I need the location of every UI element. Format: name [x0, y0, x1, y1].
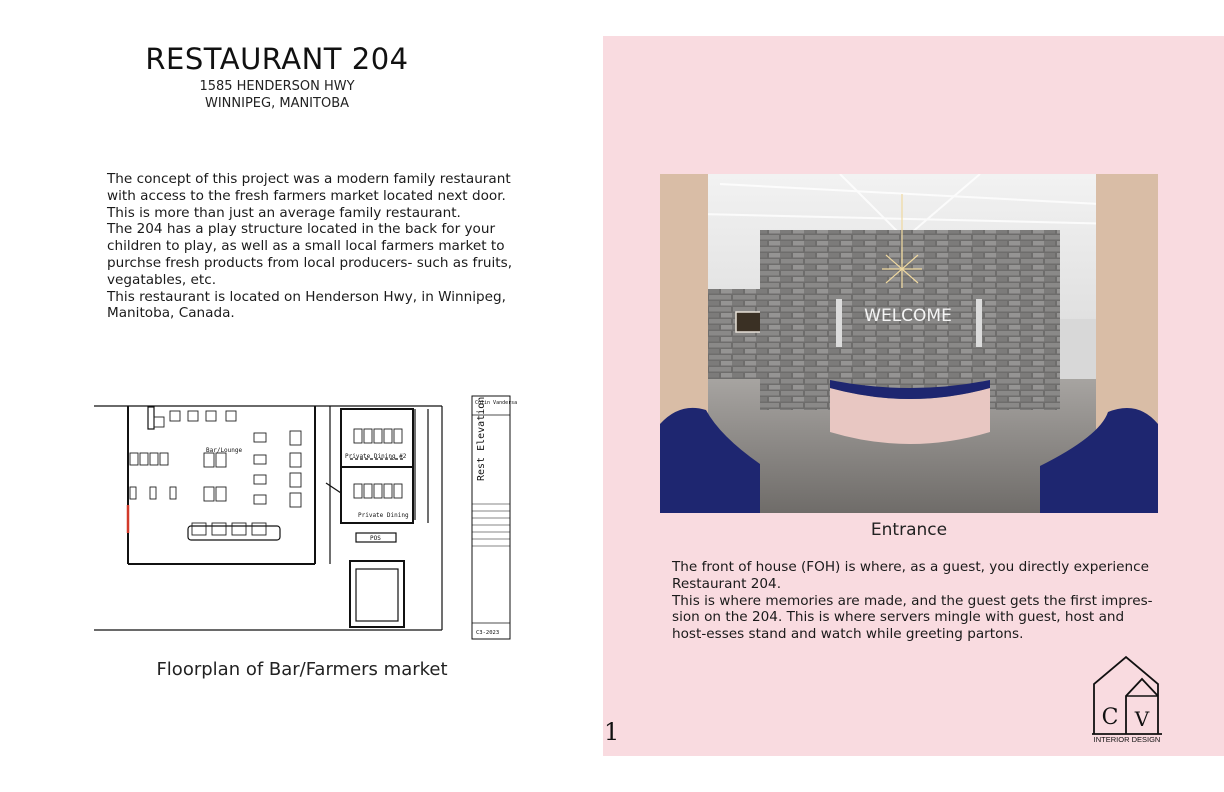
- foh-paragraph-1: The front of house (FOH) is where, as a guest, you directly experience Restaurant 204.: [672, 559, 1149, 592]
- cv-logo: [1088, 654, 1166, 744]
- foh-paragraph-2: This is where memories are made, and the guest gets the first impres-sion on the 204. This is where servers mingle with guest, host and host-esses stand and watch while greeting partons.: [672, 592, 1153, 643]
- entrance-render: [660, 174, 1158, 513]
- welcome-sign: WELCOME: [864, 306, 952, 326]
- concept-paragraph-1: The concept of this project was a modern family restaurant with access to the fresh farmers market located next door. This is more than just an average family restaurant.: [107, 171, 511, 221]
- title-block-sheet: Rest Elevation: [476, 396, 487, 481]
- concept-paragraph-2: The 204 has a play structure located in the back for your children to play, as well as a small local farmers market to purchse fresh products from local producers- such as fruits, vegatables, etc.: [107, 221, 513, 288]
- page-number: 1: [604, 718, 620, 746]
- entry-vestibule: [350, 561, 404, 627]
- page-title: RESTAURANT 204: [145, 42, 409, 76]
- floorplan-caption: Floorplan of Bar/Farmers market: [156, 659, 448, 680]
- label-private-dining-2: Private Dining #2: [345, 453, 407, 460]
- logo-letter-left: C: [1101, 705, 1119, 730]
- entrance-caption: Entrance: [870, 520, 948, 540]
- column: [148, 407, 154, 429]
- foh-text: [672, 559, 1162, 643]
- logo-letter-right: V: [1134, 707, 1150, 731]
- concept-text: [107, 171, 537, 322]
- address-line-2: WINNIPEG, MANITOBA: [204, 96, 349, 111]
- floorplan-drawing: [94, 393, 534, 643]
- entry-vestibule-inner: [356, 569, 398, 621]
- title-block-name: Colin Vandersa: [475, 400, 518, 406]
- label-bar-lounge: Bar/Lounge: [206, 447, 243, 454]
- label-pos: POS: [370, 535, 381, 542]
- title-block: [472, 396, 517, 639]
- door-swing: [326, 483, 341, 493]
- concept-paragraph-3: This restaurant is located on Henderson Hwy, in Winnipeg, Manitoba, Canada.: [107, 288, 506, 322]
- logo-tagline: INTERIOR DESIGN: [1093, 735, 1161, 744]
- label-private-dining: Private Dining: [358, 512, 409, 519]
- address-line-1: 1585 HENDERSON HWY: [199, 79, 355, 94]
- title-block-number: C3-2023: [476, 630, 500, 636]
